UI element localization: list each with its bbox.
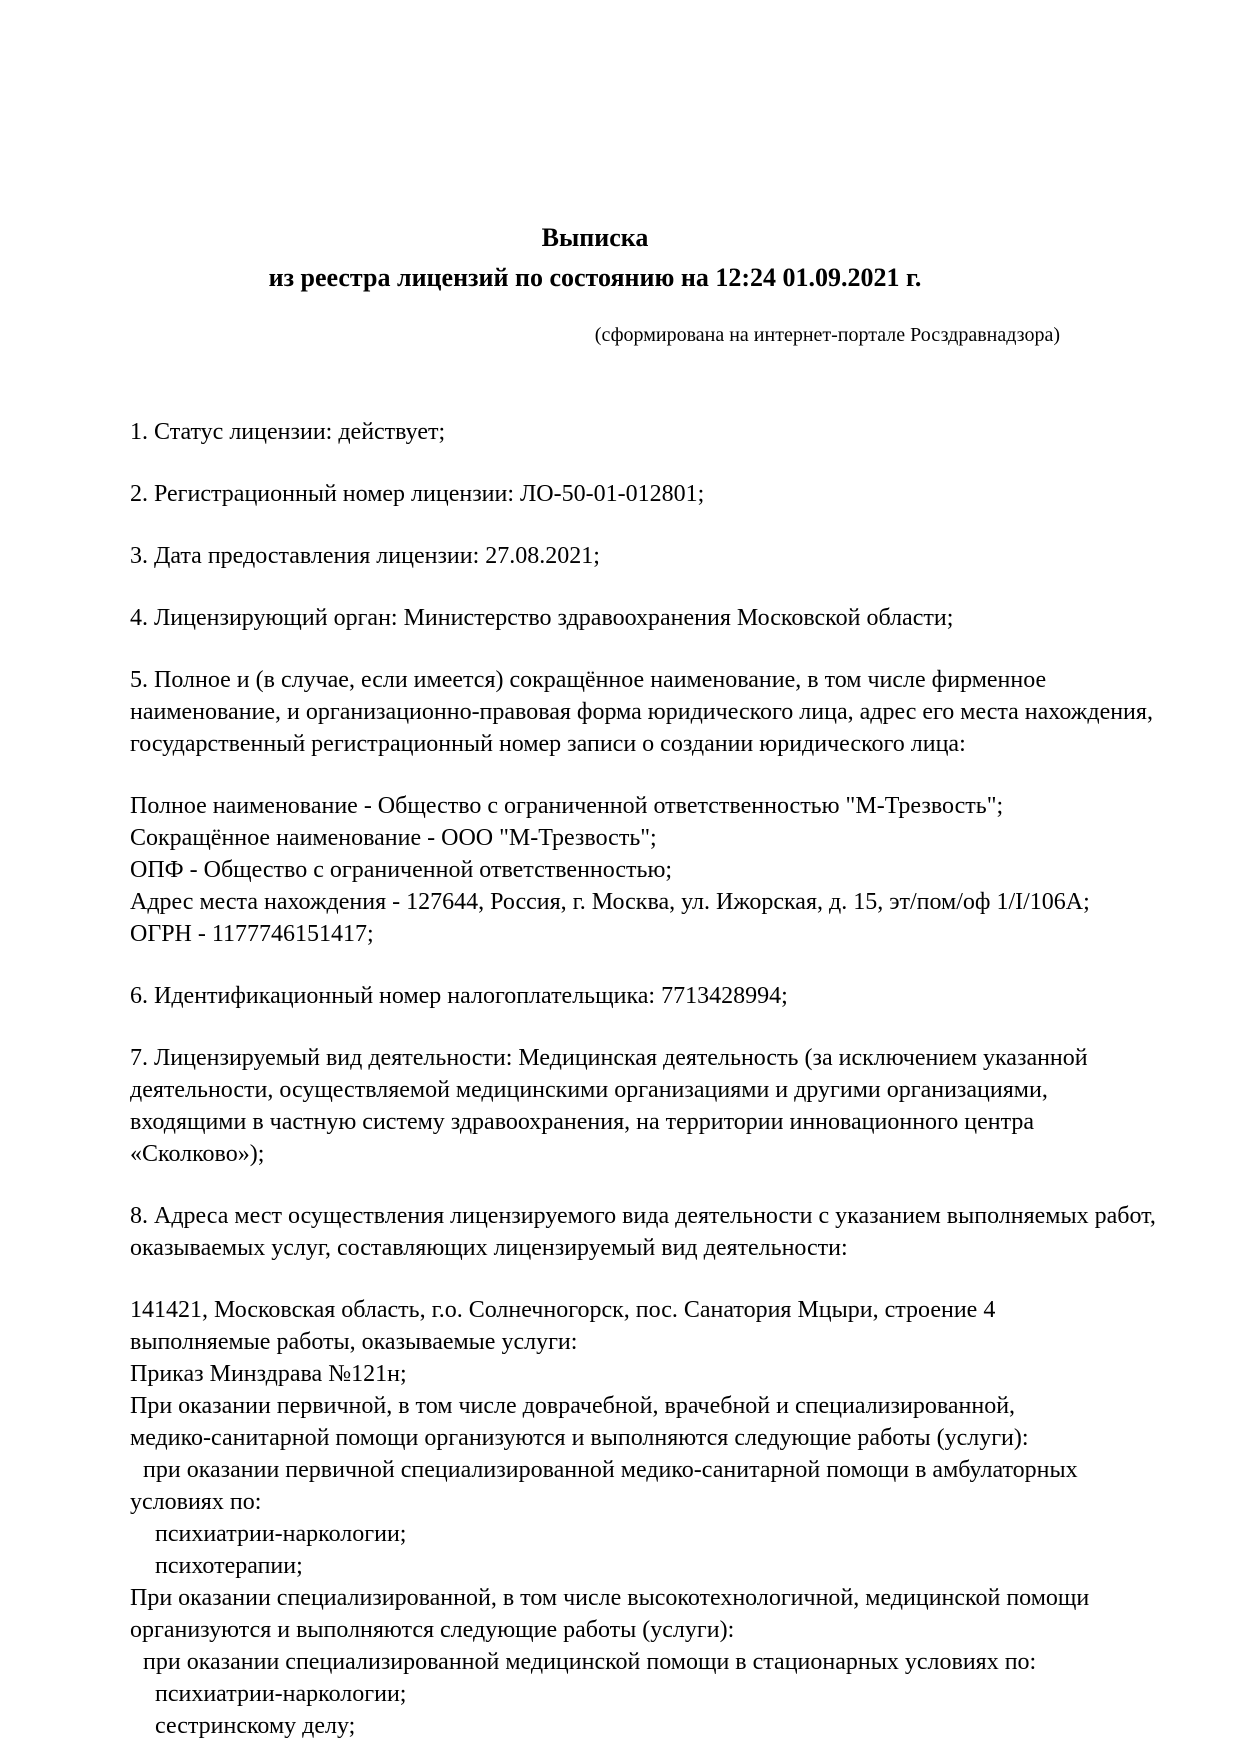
paragraph-taxpayer-inn xyxy=(130,980,1160,1012)
text-line: Адрес места нахождения - 127644, Россия, г. Москва, ул. Ижорская, д. 15, эт/пом/оф 1/I/106А; xyxy=(130,889,1090,915)
text-line: выполняемые работы, оказываемые услуги: xyxy=(130,1329,578,1355)
text-line: психиатрии-наркологии; xyxy=(155,1681,407,1707)
text-line: 7. Лицензируемый вид деятельности: Медицинская деятельность (за исключением указанной деятельности, осуществляемой медицинскими организациями и другими организациями, входящими в частную систему здравоохранения, на территории инновационного центра «Сколково»); xyxy=(130,1045,1088,1167)
text-line: Сокращённое наименование - ООО "М-Трезвость"; xyxy=(130,825,657,851)
document-title-line1: Выписка xyxy=(541,223,649,252)
text-line: при оказании первичной специализированной медико-санитарной помощи в амбулаторных xyxy=(143,1457,1078,1483)
text-line: 6. Идентификационный номер налогоплательщика: 7713428994; xyxy=(130,983,788,1009)
text-line: психотерапии; xyxy=(155,1553,303,1579)
text-line: 5. Полное и (в случае, если имеется) сокращённое наименование, в том числе фирменное наименование, и организационно-правовая форма юридического лица, адрес его места нахождения, государственный регистрационный номер записи о создании юридического лица: xyxy=(130,667,1153,757)
text-line: при оказании специализированной медицинской помощи в стационарных условиях по: xyxy=(143,1649,1037,1675)
text-line: 1. Статус лицензии: действует; xyxy=(130,419,446,445)
text-line: 2. Регистрационный номер лицензии: ЛО-50-01-012801; xyxy=(130,481,705,507)
text-line: При оказании специализированной, в том числе высокотехнологичной, медицинской помощи xyxy=(130,1585,1090,1611)
text-line: 141421, Московская область, г.о. Солнечногорск, пос. Санатория Мцыри, строение 4 xyxy=(130,1297,996,1323)
document-title xyxy=(130,218,1060,298)
paragraph-license-grant-date xyxy=(130,540,1160,572)
text-line: ОПФ - Общество с ограниченной ответственностью; xyxy=(130,857,673,883)
paragraph-address-and-works xyxy=(130,1294,1160,1742)
text-line: Приказ Минздрава №121н; xyxy=(130,1361,407,1387)
text-line: Полное наименование - Общество с ограниченной ответственностью "М-Трезвость"; xyxy=(130,793,1004,819)
paragraph-license-registration-number xyxy=(130,478,1160,510)
paragraph-licensed-activity-type xyxy=(130,1042,1160,1170)
text-line: 8. Адреса мест осуществления лицензируемого вида деятельности с указанием выполняемых работ, оказываемых услуг, составляющих лицензируемый вид деятельности: xyxy=(130,1203,1156,1261)
text-line: психиатрии-наркологии; xyxy=(155,1521,407,1547)
document-body xyxy=(130,416,1160,1742)
text-line: условиях по: xyxy=(130,1489,262,1515)
paragraph-org-name-intro xyxy=(130,664,1160,760)
text-line: 3. Дата предоставления лицензии: 27.08.2021; xyxy=(130,543,600,569)
paragraph-licensing-authority xyxy=(130,602,1160,634)
text-line: ОГРН - 1177746151417; xyxy=(130,921,374,947)
text-line: 4. Лицензирующий орган: Министерство здравоохранения Московской области; xyxy=(130,605,954,631)
paragraph-activity-addresses-intro xyxy=(130,1200,1160,1264)
document-subtitle: (сформирована на интернет-портале Росздравнадзора) xyxy=(594,324,1060,346)
text-line: медико-санитарной помощи организуются и выполняются следующие работы (услуги): xyxy=(130,1425,1029,1451)
text-line: организуются и выполняются следующие работы (услуги): xyxy=(130,1617,735,1643)
text-line: сестринскому делу; xyxy=(155,1713,356,1739)
paragraph-org-details xyxy=(130,790,1160,950)
text-line: При оказании первичной, в том числе доврачебной, врачебной и специализированной, xyxy=(130,1393,1016,1419)
paragraph-license-status xyxy=(130,416,1160,448)
document-title-line2: из реестра лицензий по состоянию на 12:24 01.09.2021 г. xyxy=(268,263,922,292)
